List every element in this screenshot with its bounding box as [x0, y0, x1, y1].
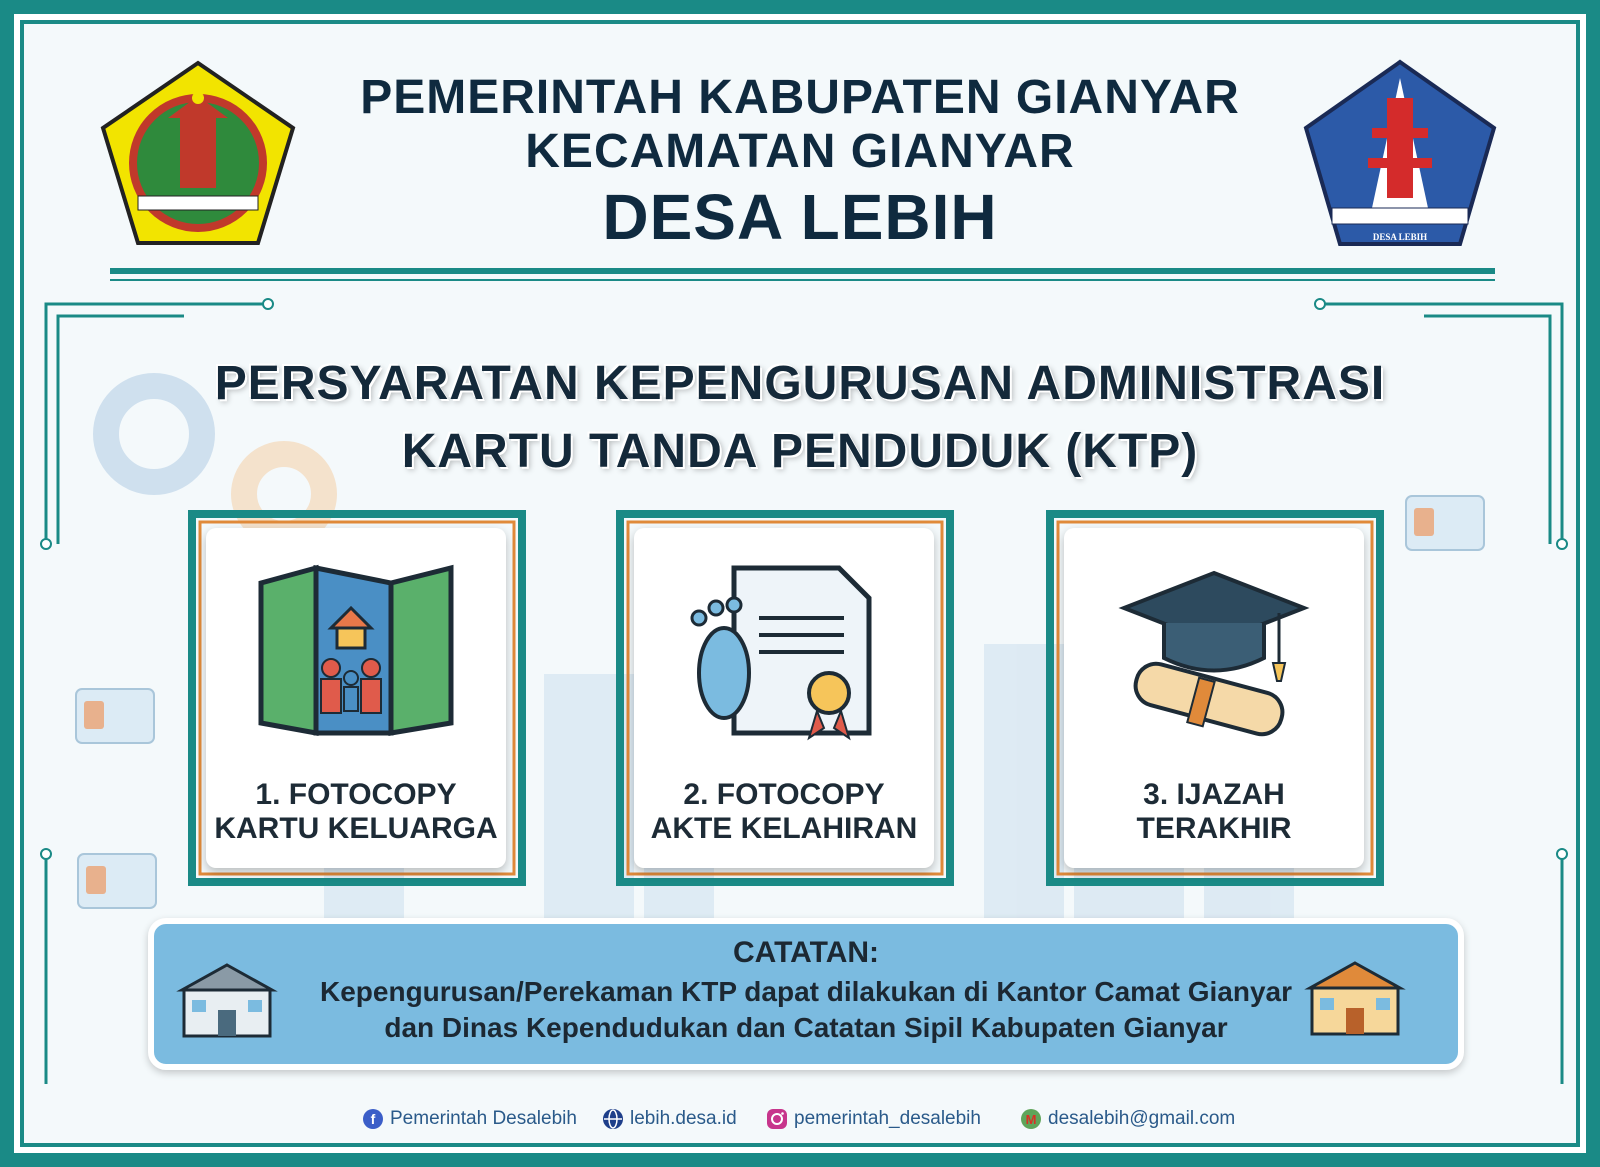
family-map-icon — [251, 563, 461, 743]
requirement-card-body — [1064, 528, 1364, 868]
requirement-card-body — [206, 528, 506, 868]
page-title-village: DESA LEBIH — [602, 181, 998, 253]
civil-registry-building-icon — [1300, 958, 1410, 1038]
requirement-number-line: 2. FOTOCOPY — [683, 778, 885, 811]
requirement-card-2 — [616, 508, 956, 888]
notes-title: CATATAN: — [732, 936, 880, 969]
instagram-link[interactable] — [766, 1104, 981, 1134]
svg-text:M: M — [1025, 1112, 1037, 1127]
facebook-link[interactable] — [362, 1104, 577, 1134]
page-title-district: KECAMATAN GIANYAR — [525, 125, 1075, 178]
facebook-label: Pemerintah Desalebih — [390, 1108, 577, 1129]
svg-text:f: f — [370, 1111, 376, 1127]
requirement-card-body — [634, 528, 934, 868]
requirement-label — [1064, 778, 1364, 846]
website-label: lebih.desa.id — [630, 1108, 737, 1129]
requirement-document-line: KARTU KELUARGA — [214, 812, 498, 845]
notes-panel — [148, 918, 1464, 1070]
requirement-document-line: TERAKHIR — [1136, 812, 1292, 845]
website-link[interactable] — [602, 1104, 737, 1134]
contact-footer — [0, 1104, 1600, 1134]
page-title-government: PEMERINTAH KABUPATEN GIANYAR — [360, 71, 1240, 124]
instagram-label: pemerintah_desalebih — [794, 1108, 981, 1129]
email-link[interactable] — [1020, 1104, 1235, 1134]
logo-caption: DESA LEBIH — [1372, 232, 1428, 242]
facebook-icon — [362, 1108, 384, 1130]
requirement-label — [206, 778, 506, 846]
graduation-diploma-icon — [1109, 563, 1319, 743]
requirement-card-1 — [188, 508, 528, 888]
instagram-icon — [766, 1108, 788, 1130]
notes-text-line2: dan Dinas Kependudukan dan Catatan Sipil Kabupaten Gianyar — [384, 1012, 1228, 1043]
gmail-icon — [1020, 1108, 1042, 1130]
globe-icon — [602, 1108, 624, 1130]
requirement-label — [634, 778, 934, 846]
requirement-card-3 — [1046, 508, 1386, 888]
notes-text-line1: Kepengurusan/Perekaman KTP dapat dilakukan di Kantor Camat Gianyar — [320, 976, 1292, 1007]
main-heading-line2: KARTU TANDA PENDUDUK (KTP) — [401, 425, 1199, 478]
requirement-document-line: AKTE KELAHIRAN — [650, 812, 918, 845]
email-label: desalebih@gmail.com — [1048, 1108, 1236, 1129]
header-divider-thin — [110, 279, 1495, 281]
requirement-number-line: 1. FOTOCOPY — [255, 778, 457, 811]
requirement-number-line: 3. IJAZAH — [1143, 778, 1285, 811]
birth-certificate-icon — [679, 563, 889, 743]
main-heading-line1: PERSYARATAN KEPENGURUSAN ADMINISTRASI — [214, 357, 1386, 410]
header-divider — [110, 268, 1495, 274]
office-building-icon — [172, 960, 282, 1040]
